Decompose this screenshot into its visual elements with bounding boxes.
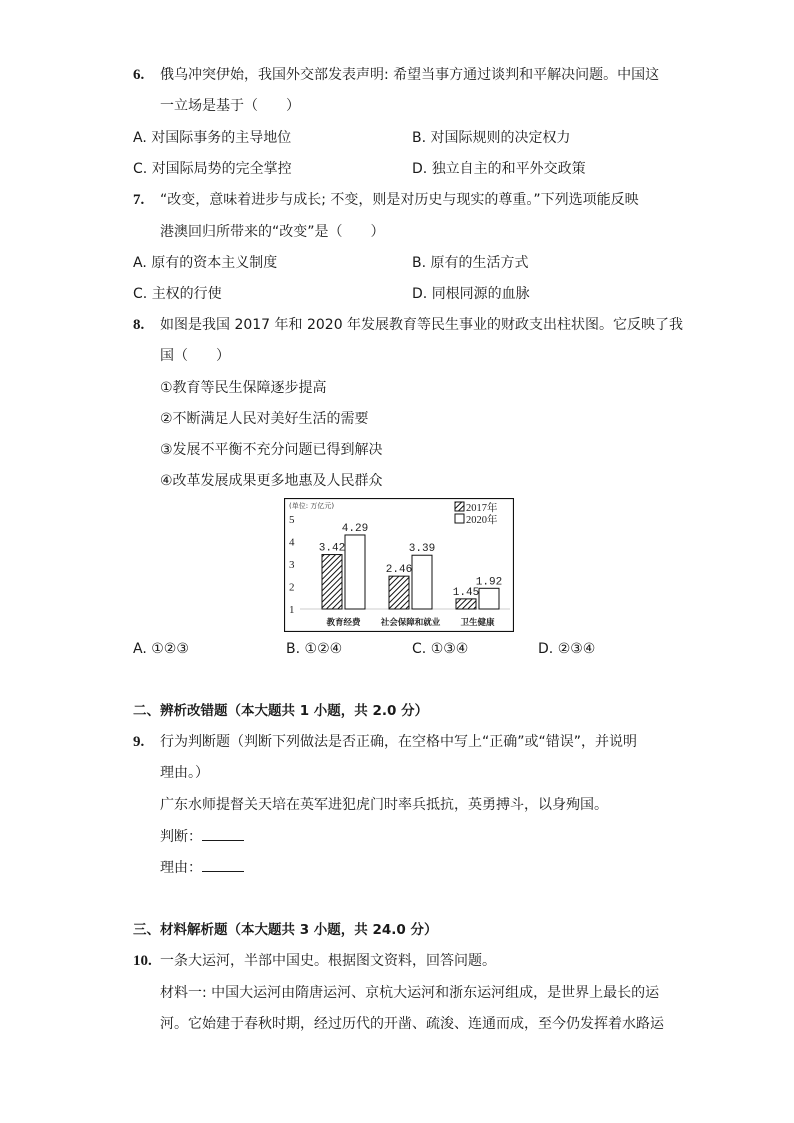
question-6-stem-line2: 一立场是基于（ ） [160,98,300,114]
question-6-number: 6. [133,67,145,83]
y-tick-label: 4 [289,536,295,549]
question-7-stem-line2: 港澳回归所带来的“改变”是（ ） [160,224,385,240]
bar-value-label: 3.39 [408,543,436,556]
legend-label: 2017年 [466,503,498,514]
option-label: B. [412,255,427,271]
question-6-option-c[interactable] [133,159,292,179]
category-label: 社会保障和就业 [380,618,441,628]
question-6-option-a[interactable] [133,128,291,148]
question-6-option-d[interactable] [412,159,586,179]
bar-value-label: 4.29 [341,522,369,535]
bar-2020年-卫生健康 [479,588,499,609]
legend-swatch [455,514,464,523]
question-10-material-line2: 河。它始建于春秋时期，经过历代的开凿、疏浚、连通而成，至今仍发挥着水路运 [160,1016,664,1032]
bar-2017年-社会保障和就业 [389,576,409,609]
question-8-option-a[interactable] [133,639,189,659]
y-tick-label: 3 [289,559,295,571]
question-7-number: 7. [133,192,145,208]
y-tick-label: 2 [289,581,295,594]
question-7-option-a[interactable] [133,253,277,273]
option-text: ①②③ [151,641,189,657]
question-8-statement-4: ④改革发展成果更多地惠及人民群众 [160,473,383,489]
question-8-statement-1: ①教育等民生保障逐步提高 [160,380,327,396]
question-8-stem-line2: 国（ ） [160,348,230,364]
option-text: ①②④ [304,641,343,657]
question-8-option-c[interactable] [412,639,468,659]
option-label: C. [133,161,148,177]
spending-bar-chart [284,498,514,632]
option-text: ①③④ [430,641,469,657]
bar-value-label: 3.42 [318,542,346,555]
question-9-stem-line1: 行为判断题（判断下列做法是否正确，在空格中写上“正确”或“错误”，并说明 [160,734,638,750]
option-text: 主权的行使 [151,286,222,302]
question-7-option-b[interactable] [412,253,529,273]
reason-label: 理由： [160,860,202,876]
option-label: A. [133,255,147,271]
question-9-judge-row [160,826,244,847]
bar-2020年-社会保障和就业 [412,555,432,609]
bar-2017年-卫生健康 [456,599,476,609]
question-8-statement-2: ②不断满足人民对美好生活的需要 [160,411,369,427]
option-text: ②③④ [557,641,596,657]
question-10-number: 10. [133,953,152,969]
question-8-statement-3: ③发展不平衡不充分问题已得到解决 [160,442,383,458]
option-label: D. [412,161,428,177]
question-9-statement: 广东水师提督关天培在英军进犯虎门时率兵抵抗，英勇搏斗，以身殉国。 [160,797,608,813]
option-label: D. [538,641,554,657]
judge-answer-blank[interactable] [202,826,244,841]
question-9-stem-line2: 理由。） [160,765,209,781]
option-label: A. [133,130,147,146]
bar-value-label: 1.45 [452,586,480,599]
chart-unit-label: (单位: 万亿元) [289,502,335,510]
question-10-stem-line1: 一条大运河，半部中国史。根据图文资料，回答问题。 [160,953,496,969]
category-label: 教育经费 [326,618,361,628]
question-8-option-d[interactable] [538,639,595,659]
reason-answer-blank[interactable] [202,857,244,872]
question-7-option-c[interactable] [133,284,222,304]
category-label: 卫生健康 [460,618,495,628]
option-text: 同根同源的血脉 [431,286,530,302]
legend-swatch [455,502,464,511]
option-label: C. [133,286,148,302]
section-2-heading: 二、辨析改错题（本大题共 1 小题，共 2.0 分） [133,703,429,719]
question-7-option-d[interactable] [412,284,530,304]
option-label: B. [286,641,301,657]
option-text: 对国际局势的完全掌控 [151,161,292,177]
option-label: A. [133,641,147,657]
question-6-option-b[interactable] [412,128,571,148]
question-8-option-b[interactable] [286,639,342,659]
question-8-number: 8. [133,317,145,333]
option-label: C. [412,641,427,657]
question-7-stem-line1: “改变，意味着进步与成长; 不变，则是对历史与现实的尊重。”下列选项能反映 [160,192,639,208]
question-10-material-line1: 材料一: 中国大运河由隋唐运河、京杭大运河和浙东运河组成，是世界上最长的运 [160,985,660,1001]
bar-2017年-教育经费 [322,555,342,609]
bar-2020年-教育经费 [345,535,365,609]
question-9-number: 9. [133,734,145,750]
legend-label: 2020年 [466,515,498,526]
chart-legend [455,501,498,526]
judge-label: 判断： [160,829,202,845]
option-text: 原有的生活方式 [430,255,529,271]
option-text: 独立自主的和平外交政策 [431,161,586,177]
section-3-heading: 三、材料解析题（本大题共 3 小题，共 24.0 分） [133,922,438,938]
bar-value-label: 2.46 [385,564,413,577]
bar-value-label: 1.92 [475,576,503,589]
y-tick-label: 1 [289,604,295,616]
question-6-stem-line1: 俄乌冲突伊始，我国外交部发表声明: 希望当事方通过谈判和平解决问题。中国这 [160,67,660,83]
option-text: 对国际事务的主导地位 [151,130,292,146]
question-8-stem-line1: 如图是我国 2017 年和 2020 年发展教育等民生事业的财政支出柱状图。它反映了我 [160,317,684,333]
question-9-reason-row [160,857,244,878]
y-tick-label: 5 [289,514,295,526]
option-label: B. [412,130,427,146]
option-text: 对国际规则的决定权力 [430,130,571,146]
option-label: D. [412,286,428,302]
option-text: 原有的资本主义制度 [151,255,278,271]
